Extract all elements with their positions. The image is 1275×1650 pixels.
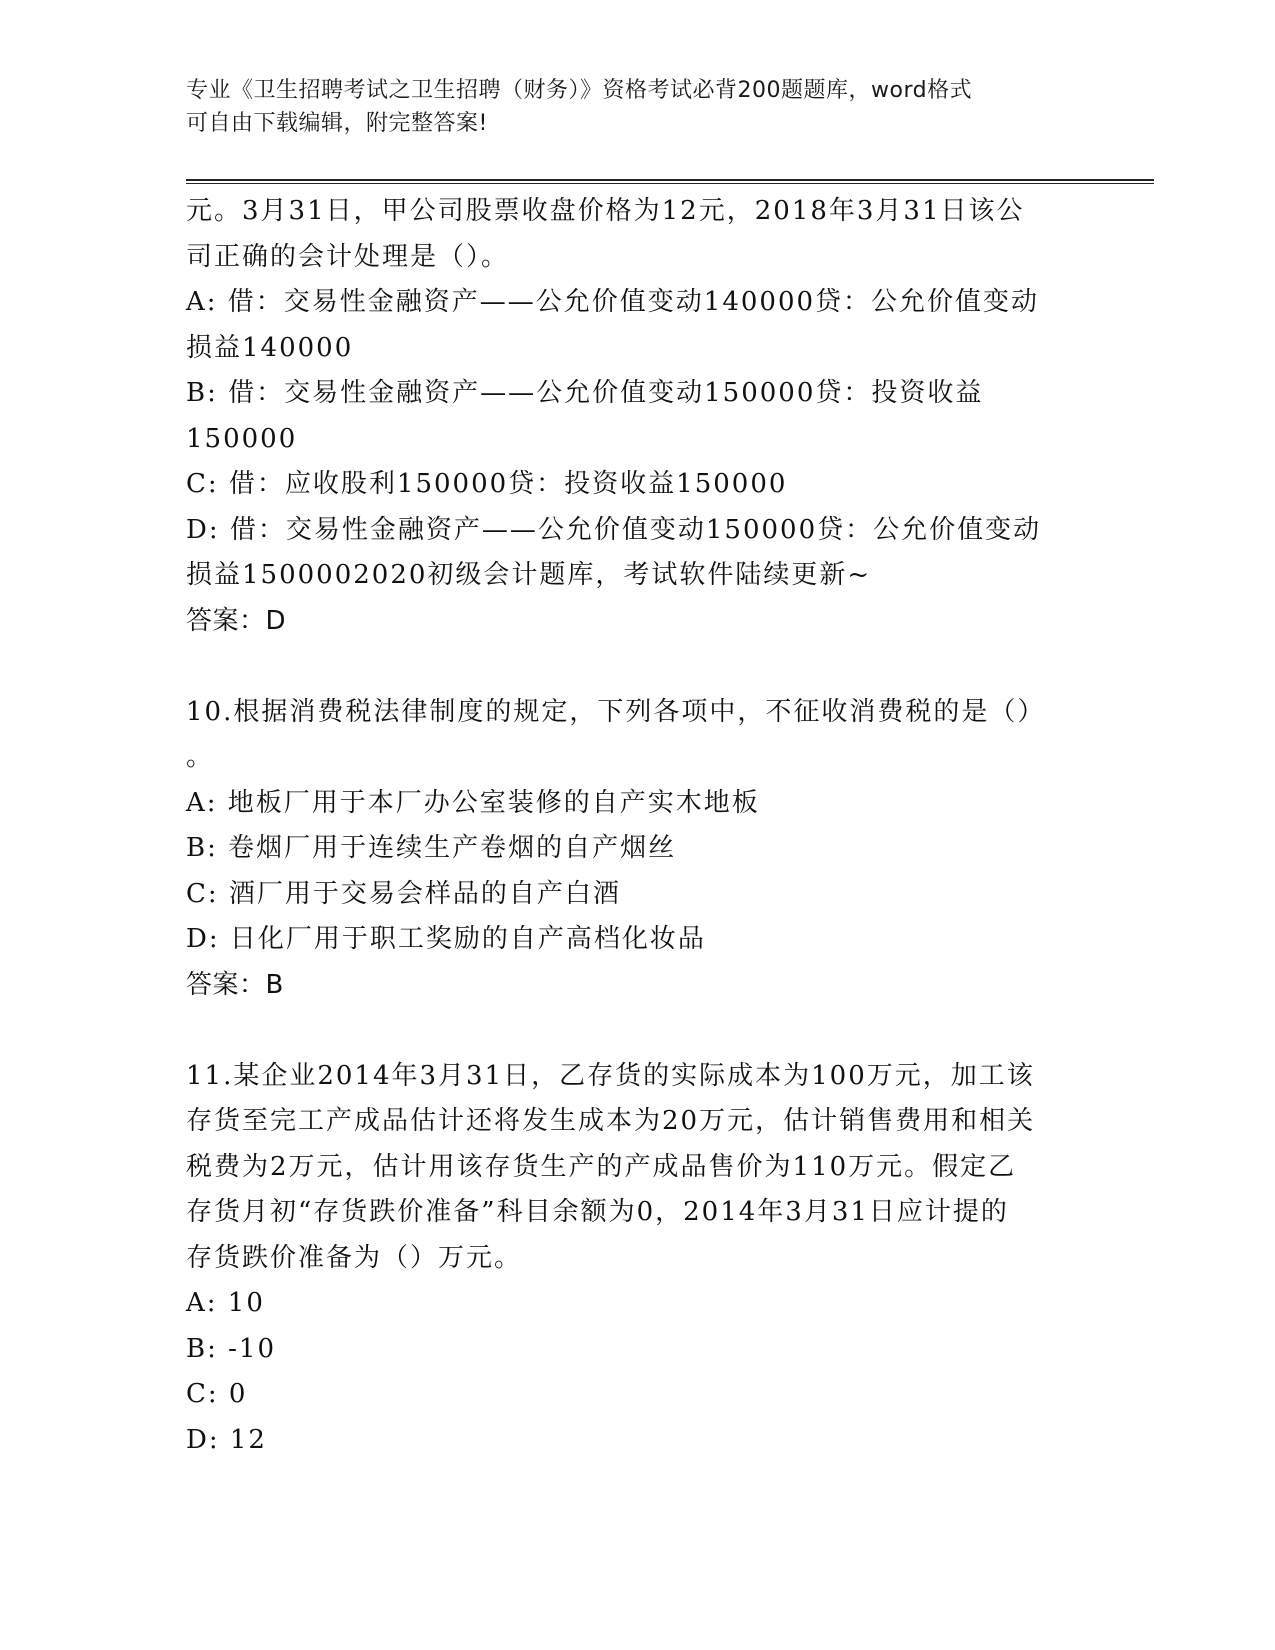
question-stem-line: 。 <box>186 742 215 772</box>
option-d: D: 12 <box>186 1424 267 1455</box>
question-stem-line: 10.根据消费税法律制度的规定，下列各项中，不征收消费税的是（） <box>186 696 1046 727</box>
option-d-continued: 损益1500002020初级会计题库，考试软件陆续更新~ <box>186 560 872 590</box>
question-stem-line: 存货至完工产成品估计还将发生成本为20万元，估计销售费用和相关 <box>186 1106 1036 1136</box>
document-body <box>186 189 1076 1463</box>
question-stem-line: 11.某企业2014年3月31日，乙存货的实际成本为100万元，加工该 <box>186 1060 1035 1091</box>
question-stem-line: 元。3月31日，甲公司股票收盘价格为12元，2018年3月31日该公 <box>186 196 1025 226</box>
option-d: D: 借：交易性金融资产——公允价值变动150000贷：公允价值变动 <box>186 514 1042 545</box>
option-b: B: 卷烟厂用于连续生产卷烟的自产烟丝 <box>186 833 677 863</box>
page-header <box>186 74 1066 140</box>
answer-label: 答案：D <box>186 605 287 636</box>
option-c: C: 0 <box>186 1379 248 1409</box>
header-title-line-1: 专业《卫生招聘考试之卫生招聘（财务）》资格考试必背200题题库，word格式 <box>186 78 973 103</box>
option-a: A: 借：交易性金融资产——公允价值变动140000贷：公允价值变动 <box>186 287 1040 317</box>
option-b: B: -10 <box>186 1333 276 1364</box>
question-11 <box>186 1054 1076 1464</box>
answer-label: 答案：B <box>186 969 284 1000</box>
header-divider-thin <box>186 183 1154 184</box>
option-b-continued: 150000 <box>186 423 298 454</box>
option-a-continued: 损益140000 <box>186 332 354 363</box>
header-title-line-2: 可自由下载编辑，附完整答案! <box>186 111 488 136</box>
option-d: D: 日化厂用于职工奖励的自产高档化妆品 <box>186 924 706 954</box>
question-stem-line: 存货跌价准备为（）万元。 <box>186 1242 523 1273</box>
question-10 <box>186 690 1076 1009</box>
option-b: B: 借：交易性金融资产——公允价值变动150000贷：投资收益 <box>186 378 984 408</box>
option-a: A: 10 <box>186 1288 265 1318</box>
question-stem-line: 司正确的会计处理是（）。 <box>186 241 510 272</box>
option-c: C: 借：应收股利150000贷：投资收益150000 <box>186 469 788 499</box>
question-stem-line: 税费为2万元，估计用该存货生产的产成品售价为110万元。假定乙 <box>186 1151 1017 1182</box>
header-divider-thick <box>186 179 1154 181</box>
spacer <box>186 644 1076 690</box>
option-c: C: 酒厂用于交易会样品的自产白酒 <box>186 878 621 909</box>
option-a: A: 地板厂用于本厂办公室装修的自产实木地板 <box>186 787 760 818</box>
spacer <box>186 1008 1076 1054</box>
question-9 <box>186 189 1076 644</box>
question-stem-line: 存货月初“存货跌价准备”科目余额为0，2014年3月31日应计提的 <box>186 1197 1009 1227</box>
